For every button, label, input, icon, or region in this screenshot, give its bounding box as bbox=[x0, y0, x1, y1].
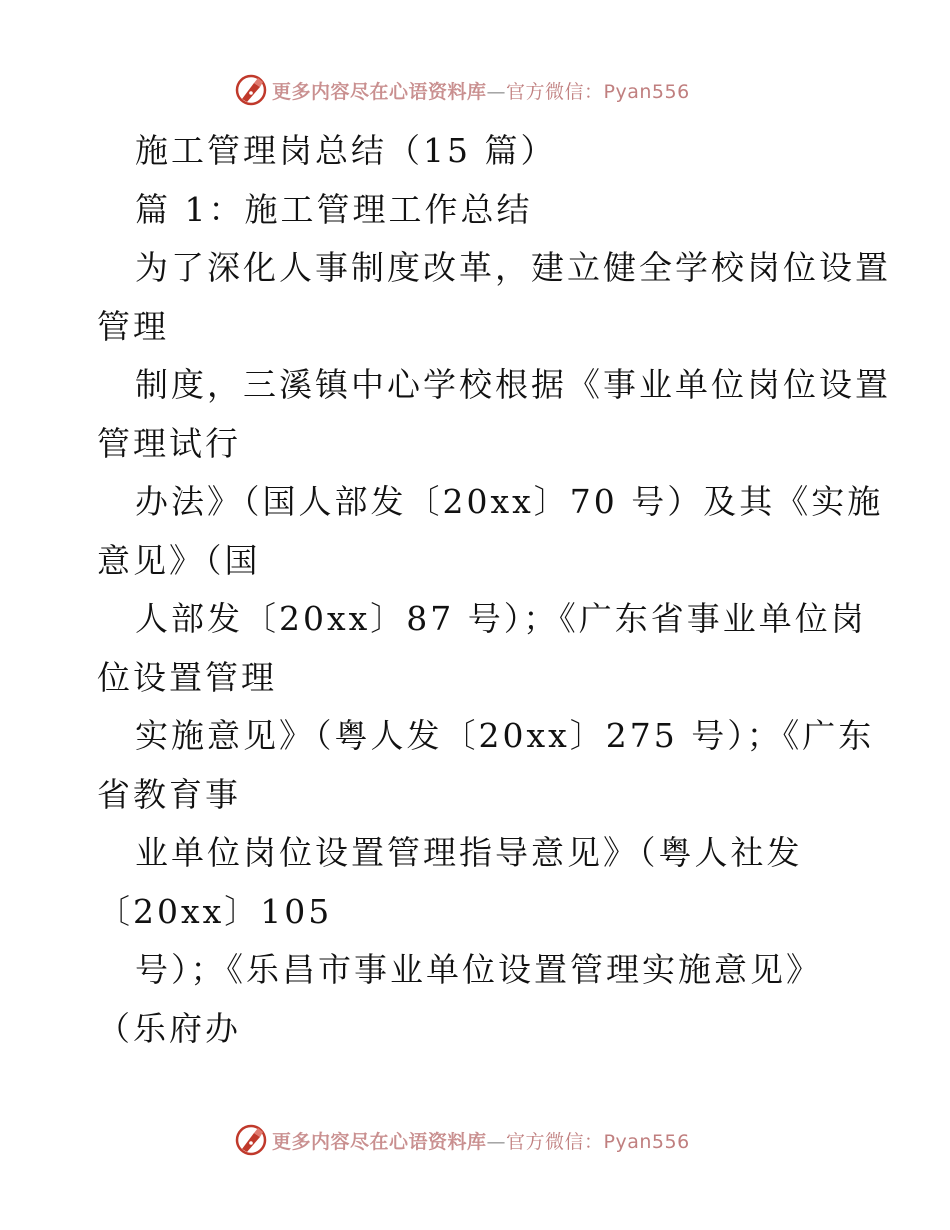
paragraph-line: （乐府办 bbox=[97, 1008, 241, 1048]
header-banner bbox=[0, 72, 950, 108]
paragraph-line: 位设置管理 bbox=[97, 657, 277, 697]
paragraph-line: 管理 bbox=[97, 306, 169, 346]
paragraph-line: 管理试行 bbox=[97, 423, 241, 463]
header-banner-wechat-id: Pyan556 bbox=[603, 80, 690, 103]
paragraph-line: 意见》（国 bbox=[97, 540, 261, 580]
pen-nib-logo-icon bbox=[234, 1123, 268, 1157]
document-body bbox=[97, 122, 891, 1058]
paragraph-line: 省教育事 bbox=[97, 774, 241, 814]
paragraph-line: 〔20xx〕105 bbox=[97, 891, 333, 931]
footer-banner-separator: — bbox=[486, 1130, 507, 1153]
footer-banner-main-text: 更多内容尽在心语资料库 bbox=[272, 1130, 487, 1153]
header-banner-text bbox=[272, 77, 690, 104]
header-banner-separator: — bbox=[486, 80, 507, 103]
footer-banner-wechat-label: 官方微信： bbox=[506, 1130, 604, 1153]
paragraph-line: 业单位岗位设置管理指导意见》（粤人社发 bbox=[135, 833, 803, 872]
footer-banner-wechat-id: Pyan556 bbox=[603, 1130, 690, 1153]
document-title: 施工管理岗总结（15 篇） bbox=[135, 131, 557, 170]
paragraph-line: 为了深化人事制度改革，建立健全学校岗位设置 bbox=[135, 248, 891, 287]
pen-nib-logo-icon bbox=[234, 73, 268, 107]
header-banner-main-text: 更多内容尽在心语资料库 bbox=[272, 80, 487, 103]
paragraph-line: 人部发〔20xx〕87 号）；《广东省事业单位岗 bbox=[135, 599, 867, 638]
section-heading: 篇 1：施工管理工作总结 bbox=[135, 189, 533, 229]
footer-banner-text bbox=[272, 1127, 690, 1154]
paragraph-line: 制度，三溪镇中心学校根据《事业单位岗位设置 bbox=[135, 365, 891, 404]
header-banner-wechat-label: 官方微信： bbox=[506, 80, 604, 103]
footer-banner bbox=[0, 1122, 950, 1158]
paragraph-line: 办法》（国人部发〔20xx〕70 号）及其《实施 bbox=[135, 482, 884, 521]
paragraph-line: 实施意见》（粤人发〔20xx〕275 号）；《广东 bbox=[135, 716, 875, 755]
paragraph-line: 号）；《乐昌市事业单位设置管理实施意见》 bbox=[135, 950, 822, 989]
